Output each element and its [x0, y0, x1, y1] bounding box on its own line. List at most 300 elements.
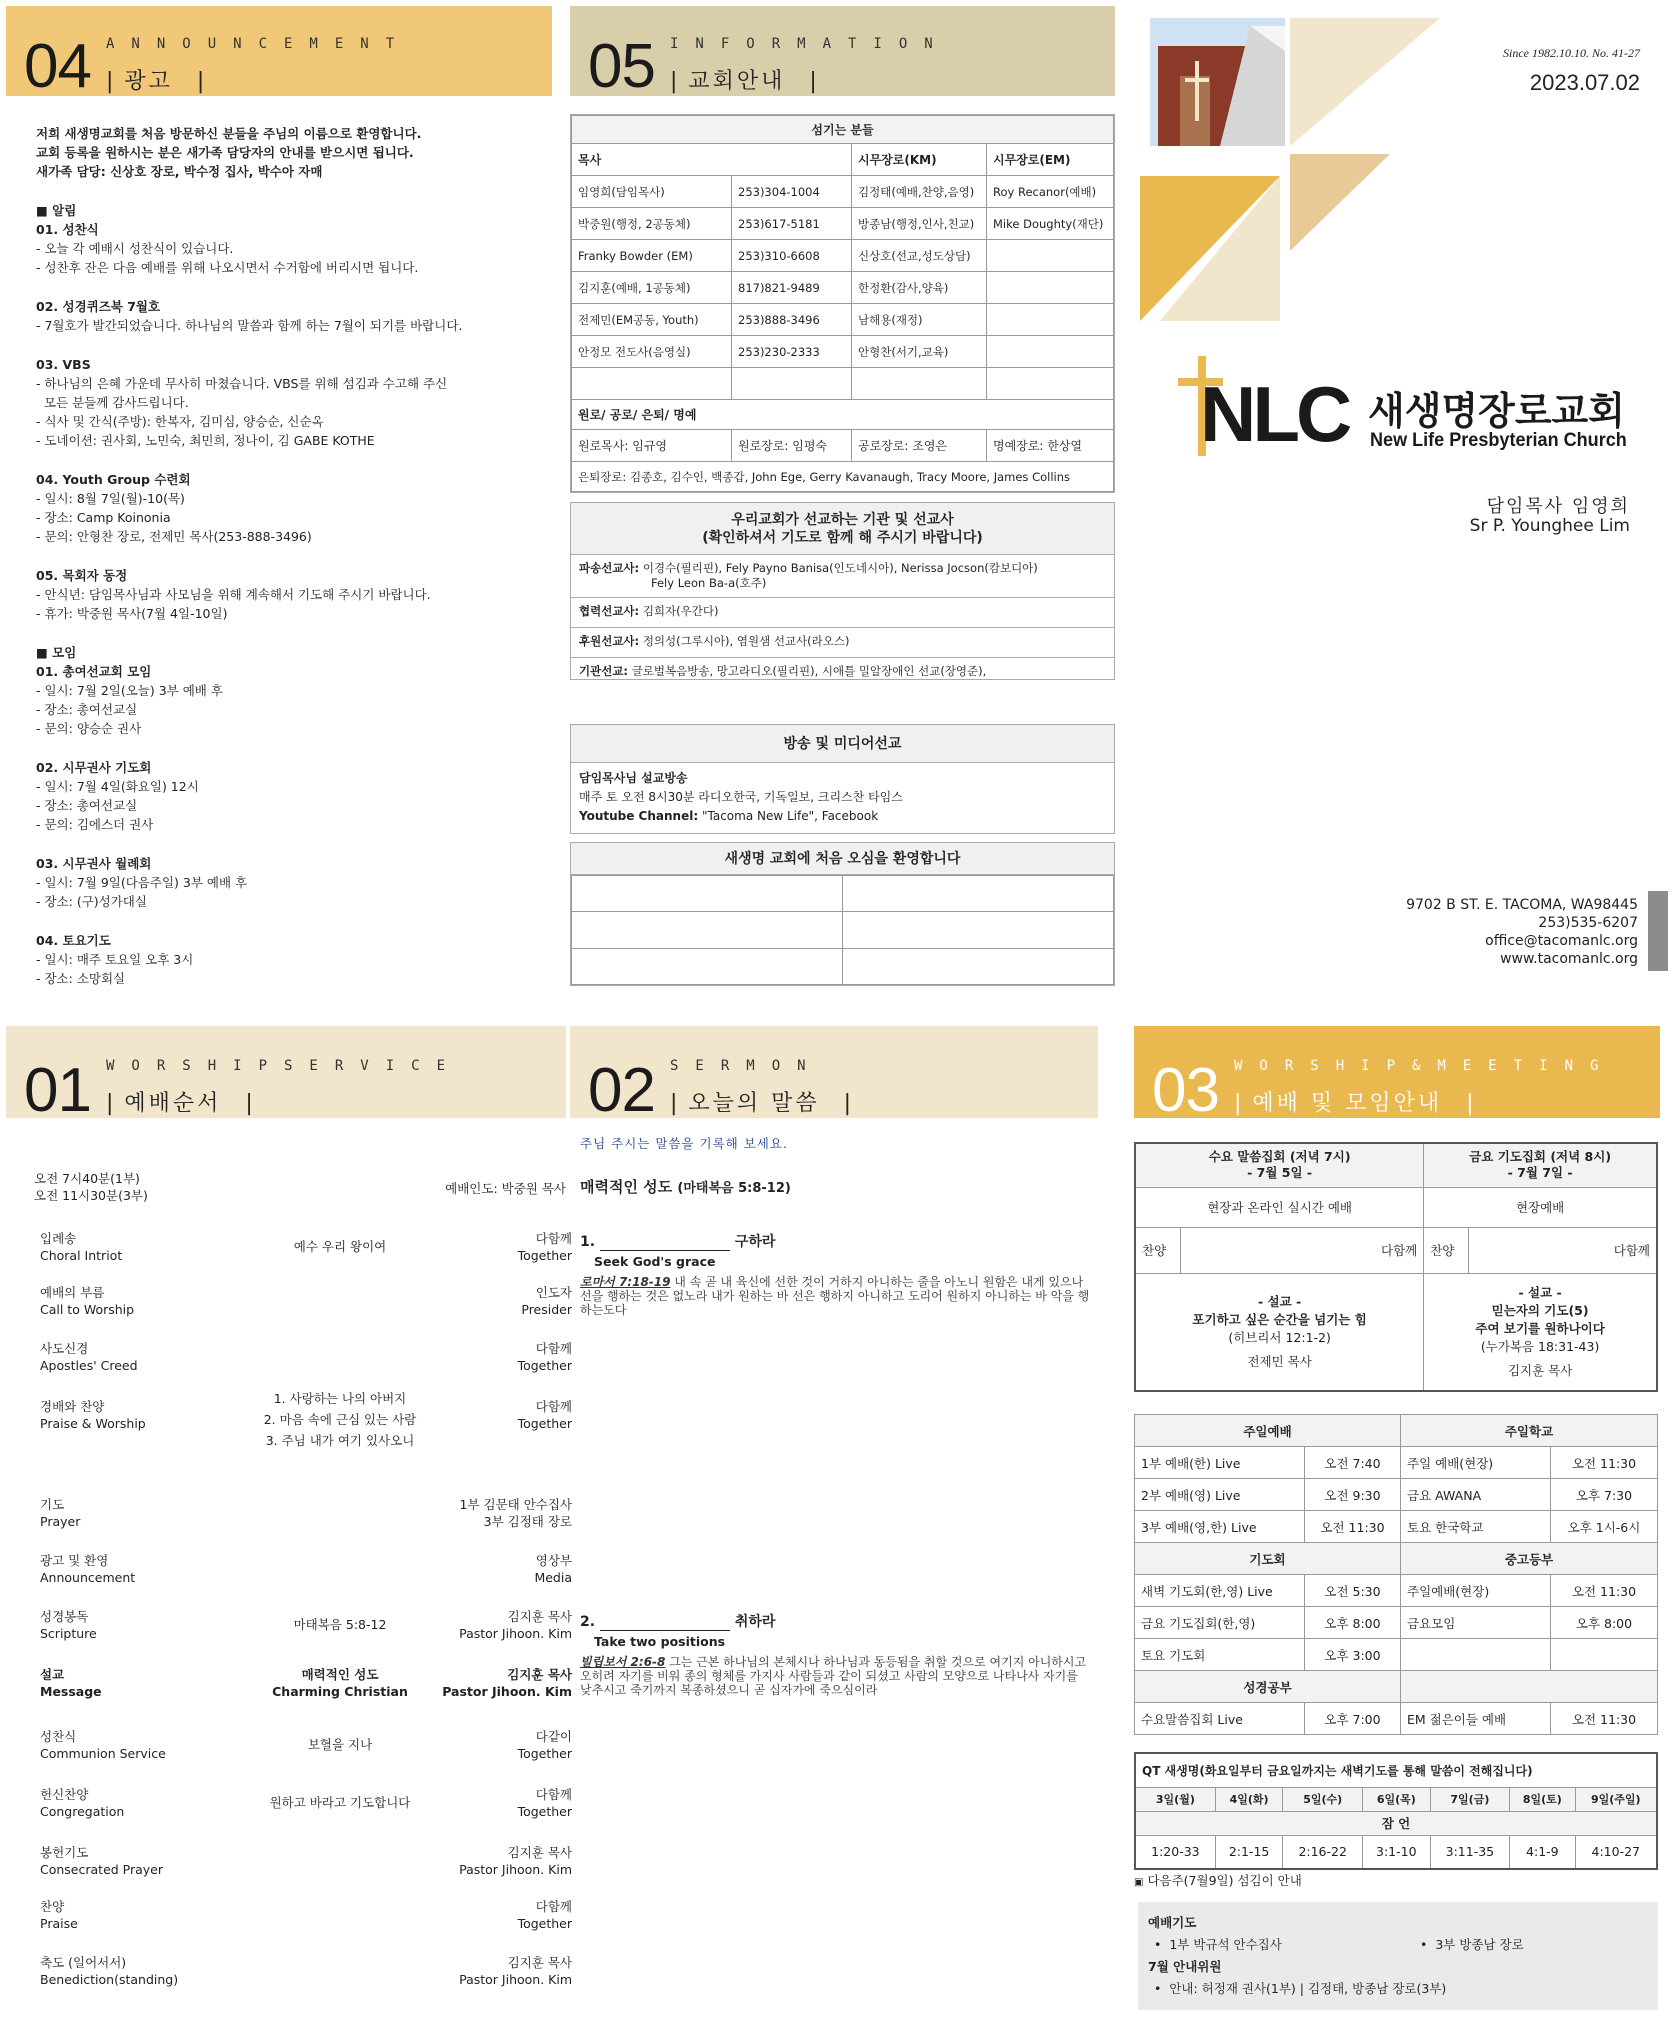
- staff-cell: 안정모 전도사(음영실): [572, 336, 732, 368]
- announcement-item: [36, 470, 546, 546]
- item-line: - 안식년: 담임목사님과 사모님을 위해 계속해서 기도해 주시기 바랍니다.: [36, 587, 431, 602]
- schedule-cell: 금요모임: [1401, 1607, 1551, 1639]
- sermon-title: 포기하고 싶은 순간을 넘기는 힘: [1192, 1311, 1367, 1327]
- item-name-ko: 입례송: [40, 1231, 77, 1246]
- mission-text: 이경수(필리핀), Fely Payno Banisa(인도네시아), Nerissa Jocson(캄보디아): [642, 561, 1038, 575]
- schedule-row: [1135, 1575, 1658, 1607]
- sermon-preacher: 김지훈 목사: [1507, 1362, 1573, 1378]
- worship-service-panel: [6, 1026, 572, 2036]
- item-line: - 휴가: 박중원 목사(7월 4일-10일): [36, 606, 228, 621]
- email-link[interactable]: office@tacomanlc.org: [1485, 933, 1638, 949]
- schedule-row: [1135, 1639, 1658, 1671]
- staff-row: [572, 208, 1114, 240]
- service-item: [40, 1666, 572, 1702]
- qt-day: 6일(목): [1362, 1787, 1430, 1811]
- leader-en: Presider: [521, 1302, 572, 1317]
- service-item-leader: [352, 1898, 572, 1932]
- service-time: 오전 11시30분(3부): [34, 1188, 148, 1203]
- item-line: - 하나님의 은혜 가운데 무사히 마쳤습니다. VBS를 위해 섬김과 수고해 주신: [36, 376, 448, 391]
- hymn-label: 찬양: [1424, 1227, 1469, 1273]
- section-title-ko: | 교회안내 |: [670, 64, 820, 95]
- leader-ko: 다같이: [535, 1729, 572, 1744]
- item-title: 04. Youth Group 수련회: [36, 472, 191, 487]
- bulletin-date: 2023.07.02: [1529, 70, 1640, 95]
- item-title: 03. VBS: [36, 357, 91, 372]
- schedule-cell: 주일예배(현장): [1401, 1575, 1551, 1607]
- schedule-cell: 오전 5:30: [1305, 1575, 1401, 1607]
- announcement-item: [36, 566, 546, 623]
- staff-cell: 김정태(예배,찬양,음영): [852, 176, 987, 208]
- announcement-item: [36, 355, 546, 450]
- content-line: 2. 마음 속에 근심 있는 사람: [263, 1412, 417, 1427]
- scripture-ref: 빌립보서 2:6-8: [580, 1655, 666, 1669]
- point-number: 1.: [580, 1234, 596, 1250]
- qt-book: 잠 언: [1135, 1811, 1657, 1835]
- prayer-third: 3부 방종남 장로: [1435, 1937, 1524, 1952]
- service-item-name: [40, 1844, 220, 1878]
- retired-elders: 은퇴장로: 김종호, 김수인, 백종갑, John Ege, Gerry Kavanaugh, Tracy Moore, James Collins: [572, 462, 1114, 492]
- guide-text: 안내: 허정재 권사(1부) | 김정태, 방종남 장로(3부): [1169, 1981, 1447, 1996]
- mission-title-line: 우리교회가 선교하는 기관 및 선교사: [731, 512, 954, 528]
- welcome-table: [571, 875, 1114, 985]
- staff-header-row: [572, 144, 1114, 176]
- mission-text: 김희자(우간다): [642, 604, 719, 618]
- section-title-ko: | 오늘의 말씀 |: [670, 1086, 854, 1117]
- sermon-ref: (누가복음 18:31-43): [1480, 1338, 1600, 1354]
- announcement-panel: [6, 6, 552, 1006]
- sermon-subtitle: 주님 주시는 말씀을 기록해 보세요.: [580, 1136, 788, 1151]
- service-item: [40, 1898, 572, 1934]
- schedule-header: 주일예배: [1135, 1415, 1401, 1447]
- qt-ref: 4:1-9: [1510, 1835, 1575, 1869]
- logo-nlc: NLC: [1200, 370, 1349, 458]
- content-line: 3. 주님 내가 여기 있사오니: [265, 1433, 415, 1448]
- elder-cell: 원로목사: 임규영: [572, 430, 732, 462]
- sermon-title: 주여 보기를 원하나이다: [1475, 1320, 1605, 1336]
- service-item-name: [40, 1954, 220, 1988]
- item-name-ko: 봉헌기도: [40, 1845, 89, 1860]
- item-line: - 일시: 7월 9일(다음주일) 3부 예배 후: [36, 875, 248, 890]
- service-item: [40, 1230, 572, 1266]
- next-week-title: ▣ 다음주(7월9일) 섬김이 안내: [1134, 1873, 1302, 1888]
- item-line: - 장소: 소망회실: [36, 971, 126, 986]
- staff-cell: 전제민(EM공동, Youth): [572, 304, 732, 336]
- schedule-header-row: [1135, 1671, 1658, 1703]
- fri-type: 현장예배: [1424, 1187, 1657, 1227]
- qt-ref: 2:16-22: [1283, 1835, 1363, 1869]
- service-item-leader: [352, 1496, 572, 1530]
- service-item: [40, 1728, 572, 1764]
- item-name-ko: 사도신경: [40, 1341, 89, 1356]
- sermon-point-1: [580, 1231, 1090, 1317]
- section-title-ko: | 예배순서 |: [106, 1086, 256, 1117]
- item-line: - 문의: 양승순 권사: [36, 721, 142, 736]
- qt-day: 3일(월): [1135, 1787, 1215, 1811]
- qt-title: QT 새생명(화요일부터 금요일까지는 새벽기도를 통해 말씀이 전해집니다): [1135, 1753, 1657, 1787]
- leader-en: Pastor Jihoon. Kim: [442, 1684, 572, 1699]
- staff-cell: 253)617-5181: [732, 208, 852, 240]
- section-number: 02: [588, 1056, 655, 1125]
- point-scripture: [580, 1655, 1090, 1697]
- elder-cell: 명예장로: 한상열: [987, 430, 1114, 462]
- section-label: ■ 알림: [36, 203, 77, 218]
- section-title-en: WORSHIPSERVICE: [106, 1058, 463, 1074]
- service-times: [34, 1170, 148, 1204]
- schedule-row: [1135, 1607, 1658, 1639]
- worship-meeting-panel: [1134, 1026, 1660, 2036]
- staff-header: 시무장로(KM): [852, 144, 987, 176]
- service-item: [40, 1340, 572, 1376]
- blank-line[interactable]: [600, 1617, 730, 1631]
- leader-ko: 김지훈 목사: [507, 1667, 572, 1682]
- schedule-header-row: [1135, 1543, 1658, 1575]
- item-line: - 일시: 7월 2일(오늘) 3부 예배 후: [36, 683, 223, 698]
- item-line: - 일시: 8월 7일(월)-10(목): [36, 491, 185, 506]
- service-item-leader: [352, 1844, 572, 1878]
- hymn-together: 다함께: [1180, 1227, 1424, 1273]
- qt-day: 4일(화): [1215, 1787, 1283, 1811]
- media-title: 방송 및 미디어선교: [571, 725, 1114, 763]
- schedule-row: [1135, 1511, 1658, 1543]
- section-title-en: SERMON: [670, 1058, 823, 1074]
- leader-ko: 인도자: [535, 1285, 572, 1300]
- intro-line: 교회 등록을 원하시는 분은 새가족 담당자의 안내를 받으시면 됩니다.: [36, 145, 414, 160]
- service-item: [40, 1391, 572, 1448]
- wed-sermon: [1135, 1273, 1424, 1391]
- service-item-leader: [352, 1608, 572, 1642]
- section-title-en: WORSHIP&MEETING: [1234, 1058, 1616, 1074]
- schedule-header: [1401, 1671, 1658, 1703]
- item-name-en: Call to Worship: [40, 1302, 135, 1317]
- elder-cell: 원로장로: 임평숙: [732, 430, 852, 462]
- leader-en: Together: [517, 1804, 572, 1819]
- item-line: - 일시: 7월 4일(화요일) 12시: [36, 779, 199, 794]
- staff-cell: 신상호(선교,성도상담): [852, 240, 987, 272]
- since-text: Since 1982.10.10. No. 41-27: [1503, 46, 1640, 60]
- wed-title: [1135, 1143, 1424, 1187]
- service-item-leader: [352, 1666, 572, 1700]
- point-word: 취하라: [734, 1614, 776, 1630]
- staff-cell: [987, 304, 1114, 336]
- media-box: [570, 724, 1115, 834]
- service-item-leader: [352, 1728, 572, 1762]
- qt-day: 7일(금): [1430, 1787, 1510, 1811]
- wed-title-line: 수요 말씀집회 (저녁 7시): [1208, 1149, 1351, 1165]
- hymn-together: 다함께: [1469, 1227, 1657, 1273]
- announcement-item: [36, 662, 546, 738]
- schedule-header: 기도회: [1135, 1543, 1401, 1575]
- prayer-label: 예배기도: [1148, 1915, 1197, 1930]
- schedule-cell: 1부 예배(한) Live: [1135, 1447, 1305, 1479]
- item-title: 01. 총여선교회 모임: [36, 664, 152, 679]
- staff-row: [572, 304, 1114, 336]
- item-name-en: Praise & Worship: [40, 1416, 146, 1431]
- item-name-en: Apostles' Creed: [40, 1358, 138, 1373]
- sermon-label: - 설교 -: [1258, 1293, 1302, 1309]
- leader-ko: 다함께: [535, 1787, 572, 1802]
- staff-title: 섬기는 분들: [572, 116, 1114, 144]
- item-name-en: Communion Service: [40, 1746, 166, 1761]
- schedule-cell: 오후 7:00: [1305, 1703, 1401, 1735]
- staff-cell: 안형찬(서기,교육): [852, 336, 987, 368]
- side-bar: [1648, 891, 1668, 971]
- staff-cell: Roy Recanor(예배): [987, 176, 1114, 208]
- wed-title-line: - 7월 5일 -: [1247, 1165, 1313, 1181]
- information-panel: [570, 6, 1115, 981]
- item-name-ko: 찬양: [40, 1899, 65, 1914]
- service-item-leader: [352, 1954, 572, 1988]
- section-label: ■ 모임: [36, 645, 77, 660]
- service-item-leader: [352, 1552, 572, 1586]
- leader-ko: 다함께: [535, 1899, 572, 1914]
- item-line: - 7월호가 발간되었습니다. 하나님의 말씀과 함께 하는 7월이 되기를 바랍니다.: [36, 318, 463, 333]
- wed-type: 현장과 온라인 실시간 예배: [1135, 1187, 1424, 1227]
- schedule-cell: EM 젊은이들 예배: [1401, 1703, 1551, 1735]
- item-name-en: Message: [40, 1684, 102, 1699]
- schedule-cell: 오전 11:30: [1551, 1575, 1658, 1607]
- mission-title: [571, 503, 1114, 555]
- section-title-ko: | 광고 |: [106, 64, 207, 95]
- item-name-ko: 축도 (일어서서): [40, 1955, 127, 1970]
- schedule-header-row: [1135, 1415, 1658, 1447]
- staff-row: [572, 336, 1114, 368]
- servants-box: 예배기도 • 1부 박규석 안수집사 • 3부 방종남 장로 7월 안내위원 • 안내: 허정재 권사(1부) | 김정태, 방종남 장로(3부): [1138, 1902, 1658, 2010]
- youtube-channel[interactable]: "Tacoma New Life", Facebook: [701, 809, 879, 823]
- staff-table: [571, 115, 1114, 492]
- leader-en: 3부 김정태 장로: [483, 1514, 572, 1529]
- leader-en: Together: [517, 1358, 572, 1373]
- mission-row: [571, 597, 1114, 627]
- schedule-row: [1135, 1703, 1658, 1735]
- content-line: 원하고 바라고 기도합니다: [269, 1795, 411, 1810]
- meeting-header: [1134, 1026, 1660, 1125]
- qt-day: 5일(수): [1283, 1787, 1363, 1811]
- leader-en: Pastor Jihoon. Kim: [459, 1862, 572, 1877]
- item-title: 01. 성찬식: [36, 222, 99, 237]
- mission-text: 글로벌복음방송, 망고라디오(필리핀), 시애틀 밀알장애인 선교(장영준),: [631, 664, 987, 678]
- qt-ref: 3:11-35: [1430, 1835, 1510, 1869]
- content-line: Charming Christian: [272, 1684, 408, 1699]
- information-header: [570, 6, 1115, 101]
- welcome-title: 새생명 교회에 처음 오심을 환영합니다: [571, 843, 1114, 875]
- intro-line: 새가족 담당: 신상호 장로, 박수정 집사, 박수아 자매: [36, 164, 323, 179]
- mission-title-line: (확인하셔서 기도로 함께 해 주시기 바랍니다): [702, 530, 983, 546]
- leader-en: Pastor Jihoon. Kim: [459, 1972, 572, 1987]
- midweek-table: [1134, 1142, 1658, 1392]
- schedule-cell: 토요 한국학교: [1401, 1511, 1551, 1543]
- sermon-title: 믿는자의 기도(5): [1491, 1302, 1589, 1318]
- section-number: 03: [1152, 1056, 1219, 1125]
- point-en: Seek God's grace: [594, 1254, 716, 1269]
- schedule-table: [1134, 1414, 1658, 1735]
- website-link[interactable]: www.tacomanlc.org: [1500, 951, 1638, 967]
- schedule-cell: 오후 7:30: [1551, 1479, 1658, 1511]
- schedule-cell: 오후 3:00: [1305, 1639, 1401, 1671]
- item-name-en: Benediction(standing): [40, 1972, 179, 1987]
- qt-refs-row: [1135, 1835, 1657, 1869]
- schedule-cell: 새벽 기도회(한,영) Live: [1135, 1575, 1305, 1607]
- prayer-first: 1부 박규석 안수집사: [1169, 1937, 1282, 1952]
- mission-row: [571, 555, 1114, 597]
- mission-row: [571, 627, 1114, 657]
- leader-en: Together: [517, 1248, 572, 1263]
- mission-box: [570, 502, 1115, 680]
- staff-cell: 817)821-9489: [732, 272, 852, 304]
- elder-title: 원로/ 공로/ 은퇴/ 명예: [572, 400, 1114, 430]
- item-line: - 장소: 총여선교실: [36, 702, 138, 717]
- media-line: 매주 토 오전 8시30분 라디오한국, 기독일보, 크리스찬 타임스: [579, 790, 903, 804]
- schedule-cell: 오전 11:30: [1551, 1703, 1658, 1735]
- staff-cell: 임영희(담임목사): [572, 176, 732, 208]
- item-name-en: Congregation: [40, 1804, 125, 1819]
- sermon-label: - 설교 -: [1518, 1284, 1562, 1300]
- staff-row: [572, 240, 1114, 272]
- media-line: 담임목사님 설교방송: [579, 771, 688, 785]
- service-time: 오전 7시40분(1부): [34, 1171, 140, 1186]
- staff-row: [572, 176, 1114, 208]
- announcement-item: [36, 297, 546, 335]
- staff-cell: [987, 240, 1114, 272]
- leader-en: Media: [534, 1570, 572, 1585]
- item-line: - 장소: Camp Koinonia: [36, 510, 171, 525]
- qt-days-row: [1135, 1787, 1657, 1811]
- point-word: 구하라: [734, 1234, 776, 1250]
- service-item-name: [40, 1552, 220, 1586]
- announcement-item: [36, 220, 546, 277]
- pastor-name-ko: 담임목사 임영희: [1486, 496, 1630, 517]
- item-line: - 문의: 안형찬 장로, 전제민 목사(253-888-3496): [36, 529, 312, 544]
- item-title: 05. 목회자 동정: [36, 568, 128, 583]
- mission-label: 협력선교사:: [579, 604, 640, 618]
- item-title: 03. 시무권사 월례회: [36, 856, 152, 871]
- item-name-ko: 성경봉독: [40, 1609, 89, 1624]
- staff-cell: 한정환(감사,양육): [852, 272, 987, 304]
- announcement-item: [36, 931, 546, 988]
- staff-cell: 253)888-3496: [732, 304, 852, 336]
- item-name-ko: 헌신찬양: [40, 1787, 89, 1802]
- service-item: [40, 1786, 572, 1822]
- staff-cell: 김지훈(예배, 1공동체): [572, 272, 732, 304]
- staff-cell: [987, 336, 1114, 368]
- item-line: - 일시: 매주 토요일 오후 3시: [36, 952, 194, 967]
- staff-cell: 253)304-1004: [732, 176, 852, 208]
- schedule-cell: 금요 기도집회(한,영): [1135, 1607, 1305, 1639]
- service-item: [40, 1552, 572, 1588]
- service-item-leader: [352, 1398, 572, 1432]
- section-number: 01: [24, 1056, 91, 1125]
- staff-cell: 남해용(재정): [852, 304, 987, 336]
- service-item: [40, 1844, 572, 1880]
- service-item-name: [40, 1496, 220, 1530]
- service-item-leader: [352, 1340, 572, 1374]
- leader-ko: 김지훈 목사: [507, 1609, 572, 1624]
- guide-label: 7월 안내위원: [1148, 1959, 1222, 1974]
- item-name-en: Choral Intriot: [40, 1248, 123, 1263]
- content-line: 보혈을 지나: [307, 1737, 373, 1752]
- service-item: [40, 1954, 572, 1990]
- scripture-text: 내 속 곧 내 육신에 선한 것이 거하지 아니하는 줄을 아노니 원함은 내게 있으나 선을 행하는 것은 없노라 내가 원하는 바 선은 행하지 아니하고 도리어 원하지 아니하는 바 악을 행하는도다: [580, 1275, 1090, 1317]
- welcome-intro: [36, 124, 546, 181]
- item-name-en: Announcement: [40, 1570, 136, 1585]
- youtube-label: Youtube Channel:: [579, 809, 699, 823]
- welcome-box: [570, 842, 1115, 986]
- schedule-cell: 수요말씀집회 Live: [1135, 1703, 1305, 1735]
- hymn-label: 찬양: [1135, 1227, 1180, 1273]
- service-item-name: [40, 1898, 220, 1932]
- qt-day: 9일(주일): [1575, 1787, 1657, 1811]
- service-item-leader: [352, 1786, 572, 1820]
- item-line: - 성찬후 잔은 다음 예배를 위해 나오시면서 수거함에 버리시면 됩니다.: [36, 260, 419, 275]
- staff-cell: [987, 272, 1114, 304]
- next-week-text: 다음주(7월9일) 섬김이 안내: [1147, 1873, 1302, 1888]
- section-number: 04: [24, 32, 91, 101]
- pastor-name-en: Sr P. Younghee Lim: [1469, 516, 1630, 536]
- schedule-cell: 주일 예배(현장): [1401, 1447, 1551, 1479]
- leader-ko: 다함께: [535, 1231, 572, 1246]
- item-title: 04. 토요기도: [36, 933, 111, 948]
- schedule-header: 중고등부: [1401, 1543, 1658, 1575]
- item-name-ko: 경배와 찬양: [40, 1399, 105, 1414]
- worship-header: [6, 1026, 566, 1125]
- worship-leader: 예배인도: 박중원 목사: [445, 1181, 566, 1196]
- announcement-item: [36, 758, 546, 834]
- scripture-text: 그는 근본 하나님의 본체시나 하나님과 동등됨을 취할 것으로 여기지 아니하시고 오히려 자기를 비워 종의 형체를 가지사 사람들과 같이 되셨고 사람의 모양으로 나타나사 자기를 낮추시고 죽기까지 복종하셨으니 곧 십자가에 죽으심이라: [580, 1655, 1087, 1697]
- leader-ko: 다함께: [535, 1341, 572, 1356]
- section-title-en: ANNOUNCEMENT: [106, 36, 412, 52]
- schedule-header: 성경공부: [1135, 1671, 1401, 1703]
- staff-cell: 방종남(행정,인사,친교): [852, 208, 987, 240]
- church-name-ko: 새생명장로교회: [1368, 389, 1625, 433]
- item-name-en: Praise: [40, 1916, 78, 1931]
- announcement-header: [6, 6, 552, 101]
- sermon-ref: (히브리서 12:1-2): [1228, 1329, 1331, 1345]
- schedule-cell: 오전 9:30: [1305, 1479, 1401, 1511]
- schedule-row: [1135, 1447, 1658, 1479]
- sermon-title: [580, 1176, 791, 1197]
- schedule-cell: 오전 11:30: [1305, 1511, 1401, 1543]
- schedule-cell: [1551, 1639, 1658, 1671]
- item-line: - 식사 및 간식(주방): 한복자, 김미심, 양승순, 신순옥: [36, 414, 324, 429]
- staff-cell: Franky Bowder (EM): [572, 240, 732, 272]
- church-address: [1406, 896, 1638, 968]
- decorative-triangles: [1140, 6, 1460, 326]
- phone-line: 253)535-6207: [1538, 915, 1638, 931]
- schedule-cell: 오후 8:00: [1305, 1607, 1401, 1639]
- content-line: 마태복음 5:8-12: [293, 1617, 387, 1632]
- schedule-cell: 오후 8:00: [1551, 1607, 1658, 1639]
- staff-cell: 253)230-2333: [732, 336, 852, 368]
- item-name-ko: 설교: [40, 1667, 65, 1682]
- blank-line[interactable]: [600, 1237, 730, 1251]
- sermon-title-text: 매력적인 성도: [580, 1178, 673, 1196]
- mission-label: 후원선교사:: [579, 634, 640, 648]
- mission-label: 파송선교사:: [579, 561, 640, 575]
- leader-en: Together: [517, 1916, 572, 1931]
- item-line: - 문의: 김에스더 권사: [36, 817, 154, 832]
- scripture-ref: 로마서 7:18-19: [580, 1275, 671, 1289]
- fri-title-line: 금요 기도집회 (저녁 8시): [1469, 1149, 1612, 1165]
- intro-line: 저희 새생명교회를 처음 방문하신 분들을 주님의 이름으로 환영합니다.: [36, 126, 422, 141]
- item-line: - 장소: 총여선교실: [36, 798, 138, 813]
- sermon-title-ref: (마태복음 5:8-12): [677, 1181, 791, 1196]
- fri-title-line: - 7월 7일 -: [1507, 1165, 1573, 1181]
- elder-row: [572, 430, 1114, 462]
- sermon-header: [570, 1026, 1098, 1125]
- item-line: - 오늘 각 예배시 성찬식이 있습니다.: [36, 241, 234, 256]
- church-logo: [1170, 356, 1650, 476]
- leader-ko: 김지훈 목사: [507, 1845, 572, 1860]
- staff-header: 시무장로(EM): [987, 144, 1114, 176]
